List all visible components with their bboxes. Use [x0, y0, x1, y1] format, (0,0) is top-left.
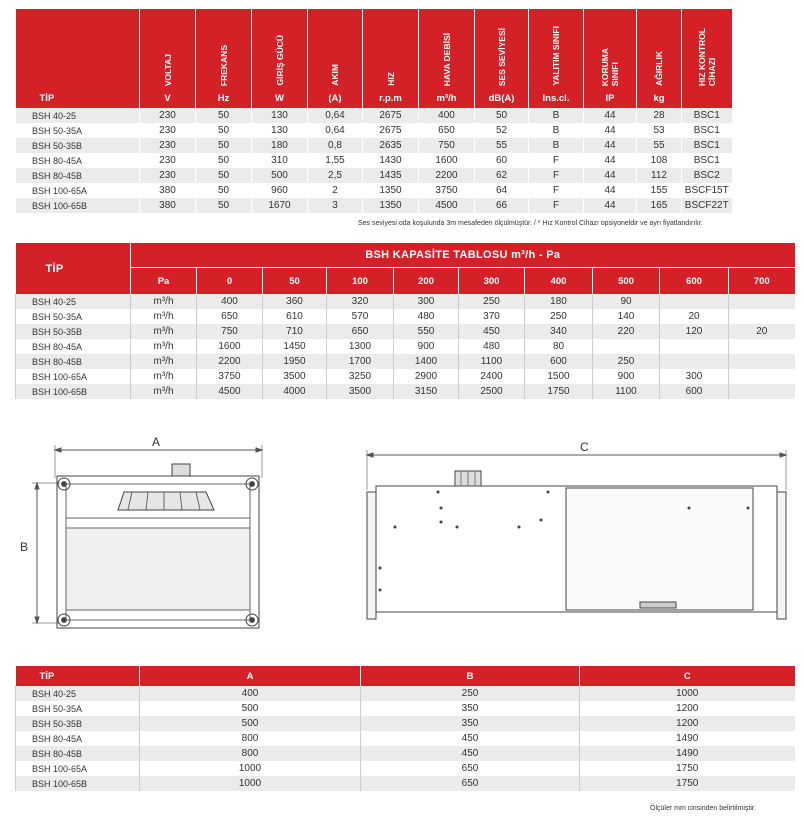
spec-header-cell: FREKANS — [196, 9, 252, 89]
dimension-note: Ölçüler mm cinsinden belirtilmiştir. — [650, 805, 756, 812]
row-model: BSH 80-45A — [16, 153, 140, 168]
table-cell: B — [529, 138, 584, 153]
motor-box — [172, 464, 190, 476]
table-cell: m³/h — [131, 369, 197, 384]
table-cell: BSCF22T — [682, 198, 732, 213]
dimension-header-row — [16, 666, 795, 686]
table-cell: 1435 — [363, 168, 419, 183]
table-cell: 800 — [140, 731, 361, 746]
capacity-title: BSH KAPASİTE TABLOSU m³/h - Pa — [131, 243, 795, 268]
table-cell: 500 — [140, 701, 361, 716]
row-model: BSH 100-65B — [16, 384, 131, 399]
table-cell: 44 — [584, 198, 637, 213]
table-cell: 60 — [475, 153, 529, 168]
capacity-pressure: 500 — [593, 268, 660, 295]
table-cell: 0,64 — [308, 108, 363, 123]
front-panel — [66, 528, 250, 610]
capacity-pressure: 200 — [394, 268, 459, 295]
table-cell: 50 — [196, 138, 252, 153]
table-cell: 4500 — [197, 384, 263, 399]
capacity-pressure: 300 — [459, 268, 525, 295]
table-cell: 80 — [525, 339, 593, 354]
table-cell: 3500 — [263, 369, 327, 384]
table-cell: 450 — [361, 731, 580, 746]
table-cell: 340 — [525, 324, 593, 339]
table-cell: 650 — [419, 123, 475, 138]
table-cell: 370 — [459, 309, 525, 324]
capacity-pressure: 700 — [729, 268, 795, 295]
table-row — [16, 686, 795, 701]
table-cell: 3750 — [419, 183, 475, 198]
spec-header-cell: VOLTAJ — [140, 9, 196, 89]
table-cell: 2900 — [394, 369, 459, 384]
table-cell: 1,55 — [308, 153, 363, 168]
table-cell: 44 — [584, 183, 637, 198]
panel-handle — [640, 602, 676, 608]
table-cell: 2 — [308, 183, 363, 198]
table-cell: m³/h — [131, 384, 197, 399]
table-cell: 120 — [660, 324, 729, 339]
table-cell: BSC1 — [682, 123, 732, 138]
table-row — [16, 701, 795, 716]
table-row — [16, 716, 795, 731]
table-cell: 2675 — [363, 108, 419, 123]
dimension-header: B — [361, 666, 580, 686]
table-cell: 570 — [327, 309, 394, 324]
table-cell: 480 — [394, 309, 459, 324]
spec-header-cell: GİRİŞ GÜCÜ — [252, 9, 308, 89]
table-row — [16, 731, 795, 746]
capacity-pressure: 100 — [327, 268, 394, 295]
spec-header-cell: KORUMA SINIFI — [584, 9, 637, 89]
spec-unit: V — [140, 89, 196, 108]
spec-unit: dB(A) — [475, 89, 529, 108]
label-b: B — [20, 540, 29, 554]
table-cell: F — [529, 153, 584, 168]
spec-header-cell: YALITIM SINIFI — [529, 9, 584, 89]
table-cell: 50 — [196, 168, 252, 183]
table-cell: m³/h — [131, 309, 197, 324]
table-cell: 165 — [637, 198, 682, 213]
table-row — [16, 761, 795, 776]
table-cell: 380 — [140, 198, 196, 213]
table-cell: 800 — [140, 746, 361, 761]
table-cell: 250 — [593, 354, 660, 369]
table-cell: 44 — [584, 108, 637, 123]
table-cell: 50 — [196, 108, 252, 123]
row-model: BSH 50-35A — [16, 701, 140, 716]
access-panel — [566, 488, 753, 610]
table-cell: 52 — [475, 123, 529, 138]
row-model: BSH 40-25 — [16, 686, 140, 701]
capacity-pressure: 400 — [525, 268, 593, 295]
table-cell: 66 — [475, 198, 529, 213]
row-model: BSH 50-35B — [16, 138, 140, 153]
table-cell: 1430 — [363, 153, 419, 168]
row-model: BSH 80-45B — [16, 168, 140, 183]
table-cell: 1670 — [252, 198, 308, 213]
table-cell: 2,5 — [308, 168, 363, 183]
spec-tip-label: TİP — [39, 93, 55, 104]
table-cell: 1300 — [327, 339, 394, 354]
table-cell: F — [529, 168, 584, 183]
row-model: BSH 50-35A — [16, 123, 140, 138]
table-cell: 710 — [263, 324, 327, 339]
spec-unit: Ins.cl. — [529, 89, 584, 108]
spec-header-cell: HIZ — [363, 9, 419, 89]
front-view-drawing — [32, 445, 262, 628]
row-model: BSH 80-45A — [16, 339, 131, 354]
table-cell: 3500 — [327, 384, 394, 399]
table-cell: 4000 — [263, 384, 327, 399]
spec-unit: kg — [637, 89, 682, 108]
table-cell: 1100 — [593, 384, 660, 399]
table-cell: 130 — [252, 123, 308, 138]
table-cell: 62 — [475, 168, 529, 183]
table-cell: 1450 — [263, 339, 327, 354]
table-cell: 500 — [140, 716, 361, 731]
table-cell: 610 — [263, 309, 327, 324]
table-cell: 380 — [140, 183, 196, 198]
table-cell: 28 — [637, 108, 682, 123]
table-cell: 900 — [593, 369, 660, 384]
table-cell: 20 — [660, 309, 729, 324]
table-cell: 230 — [140, 138, 196, 153]
table-cell: 55 — [637, 138, 682, 153]
table-cell: 960 — [252, 183, 308, 198]
table-cell: 1000 — [580, 686, 795, 701]
table-cell: 600 — [525, 354, 593, 369]
spec-header-cell: AĞIRLIK — [637, 9, 682, 89]
table-cell: 250 — [459, 294, 525, 309]
table-cell: m³/h — [131, 354, 197, 369]
table-cell: 1700 — [327, 354, 394, 369]
dimension-header: A — [140, 666, 361, 686]
table-cell: F — [529, 183, 584, 198]
table-cell: BSC1 — [682, 108, 732, 123]
spec-header-cell: HIZ KONTROL CİHAZI — [682, 9, 732, 89]
table-cell: F — [529, 198, 584, 213]
table-cell: m³/h — [131, 294, 197, 309]
table-cell: 650 — [327, 324, 394, 339]
table-cell: 140 — [593, 309, 660, 324]
table-cell: 250 — [361, 686, 580, 701]
table-cell: 155 — [637, 183, 682, 198]
table-cell: 2200 — [419, 168, 475, 183]
table-cell: 900 — [394, 339, 459, 354]
row-model: BSH 40-25 — [16, 108, 140, 123]
table-cell: 130 — [252, 108, 308, 123]
table-cell: 1350 — [363, 198, 419, 213]
table-cell: 450 — [459, 324, 525, 339]
table-cell: 44 — [584, 168, 637, 183]
table-cell: BSC1 — [682, 138, 732, 153]
table-cell: 4500 — [419, 198, 475, 213]
table-cell: 300 — [660, 369, 729, 384]
table-cell: BSCF15T — [682, 183, 732, 198]
table-cell: 53 — [637, 123, 682, 138]
table-cell: 600 — [660, 384, 729, 399]
capacity-pressure: Pa — [131, 268, 197, 295]
row-model: BSH 80-45A — [16, 731, 140, 746]
table-cell: m³/h — [131, 339, 197, 354]
table-cell: 90 — [593, 294, 660, 309]
row-model: BSH 50-35A — [16, 309, 131, 324]
capacity-pressure: 0 — [197, 268, 263, 295]
table-cell: 350 — [361, 716, 580, 731]
table-cell: 50 — [196, 198, 252, 213]
label-a: A — [152, 435, 161, 449]
table-cell: 50 — [196, 123, 252, 138]
table-cell: 3250 — [327, 369, 394, 384]
table-cell: 1950 — [263, 354, 327, 369]
table-cell: 650 — [361, 761, 580, 776]
row-model: BSH 100-65A — [16, 183, 140, 198]
row-model: BSH 40-25 — [16, 294, 131, 309]
table-cell: B — [529, 108, 584, 123]
row-model: BSH 100-65A — [16, 369, 131, 384]
table-cell: 3750 — [197, 369, 263, 384]
table-cell: 320 — [327, 294, 394, 309]
capacity-pressure: 50 — [263, 268, 327, 295]
table-cell: 180 — [252, 138, 308, 153]
table-cell: 650 — [197, 309, 263, 324]
table-cell: 44 — [584, 138, 637, 153]
table-cell: 350 — [361, 701, 580, 716]
table-cell: 44 — [584, 123, 637, 138]
table-cell: 1750 — [580, 761, 795, 776]
table-cell: BSC2 — [682, 168, 732, 183]
table-cell: 55 — [475, 138, 529, 153]
table-cell: 1000 — [140, 761, 361, 776]
row-model: BSH 100-65B — [16, 776, 140, 791]
row-model: BSH 80-45B — [16, 746, 140, 761]
table-cell: 50 — [196, 153, 252, 168]
label-c: C — [580, 440, 589, 454]
table-cell: 750 — [197, 324, 263, 339]
table-cell: 400 — [140, 686, 361, 701]
table-cell: 3150 — [394, 384, 459, 399]
table-cell: 2400 — [459, 369, 525, 384]
table-cell: 1100 — [459, 354, 525, 369]
table-cell: 1600 — [419, 153, 475, 168]
table-cell: 1200 — [580, 701, 795, 716]
table-cell: 310 — [252, 153, 308, 168]
table-cell: 1750 — [525, 384, 593, 399]
table-cell: 180 — [525, 294, 593, 309]
row-model: BSH 50-35B — [16, 324, 131, 339]
table-cell: 108 — [637, 153, 682, 168]
row-model: BSH 50-35B — [16, 716, 140, 731]
table-row — [16, 776, 795, 791]
table-cell: 50 — [196, 183, 252, 198]
table-cell: 400 — [197, 294, 263, 309]
spec-unit: (A) — [308, 89, 363, 108]
table-cell: 480 — [459, 339, 525, 354]
table-cell: 650 — [361, 776, 580, 791]
side-flange-left — [367, 492, 376, 619]
table-cell: 1750 — [580, 776, 795, 791]
table-cell: 1350 — [363, 183, 419, 198]
table-cell: 64 — [475, 183, 529, 198]
table-cell: 0,8 — [308, 138, 363, 153]
table-cell: 220 — [593, 324, 660, 339]
table-cell: 50 — [475, 108, 529, 123]
table-cell: 360 — [263, 294, 327, 309]
spec-unit: IP — [584, 89, 637, 108]
dimension-header: C — [580, 666, 795, 686]
table-cell: 230 — [140, 168, 196, 183]
table-cell: 20 — [729, 324, 795, 339]
table-cell: 230 — [140, 123, 196, 138]
capacity-tip-label: TİP — [45, 262, 64, 275]
table-cell: 2635 — [363, 138, 419, 153]
table-cell: 0,64 — [308, 123, 363, 138]
spec-unit: W — [252, 89, 308, 108]
table-cell: BSC1 — [682, 153, 732, 168]
side-view-drawing — [367, 450, 786, 619]
table-cell: 44 — [584, 153, 637, 168]
dimension-body — [16, 686, 795, 791]
table-cell: 250 — [525, 309, 593, 324]
dimension-header: TİP — [39, 670, 55, 682]
table-row — [16, 746, 795, 761]
table-cell: 1500 — [525, 369, 593, 384]
spec-unit: Hz — [196, 89, 252, 108]
table-cell: 500 — [252, 168, 308, 183]
spec-note: Ses seviyesi oda koşulunda 3m mesafeden ölçülmüştür. / * Hız Kontrol Cihazı opsiyoneldir ve ayrı fiyatlandırılır. — [358, 220, 703, 227]
table-cell: 1000 — [140, 776, 361, 791]
table-cell: B — [529, 123, 584, 138]
table-cell: 300 — [394, 294, 459, 309]
table-cell: 400 — [419, 108, 475, 123]
table-cell: 750 — [419, 138, 475, 153]
table-cell: 550 — [394, 324, 459, 339]
capacity-pressure: 600 — [660, 268, 729, 295]
spec-header-cell: HAVA DEBİSİ — [419, 9, 475, 89]
table-cell: 230 — [140, 153, 196, 168]
table-cell: 1200 — [580, 716, 795, 731]
table-cell: 450 — [361, 746, 580, 761]
table-cell: 1490 — [580, 731, 795, 746]
dimension-table — [15, 666, 795, 791]
spec-unit: r.p.m — [363, 89, 419, 108]
spec-header-cell: SES SEVİYESİ — [475, 9, 529, 89]
row-model: BSH 100-65A — [16, 761, 140, 776]
table-cell: 3 — [308, 198, 363, 213]
side-flange-right — [777, 492, 786, 619]
row-model: BSH 100-65B — [16, 198, 140, 213]
table-cell: 2675 — [363, 123, 419, 138]
spec-header-cell: AKIM — [308, 9, 363, 89]
table-cell: 1600 — [197, 339, 263, 354]
table-cell: 2200 — [197, 354, 263, 369]
table-cell: 112 — [637, 168, 682, 183]
table-cell: m³/h — [131, 324, 197, 339]
table-cell: 1490 — [580, 746, 795, 761]
table-cell: 2500 — [459, 384, 525, 399]
row-model: BSH 80-45B — [16, 354, 131, 369]
table-cell: 230 — [140, 108, 196, 123]
table-cell: 1400 — [394, 354, 459, 369]
spec-unit: m³/h — [419, 89, 475, 108]
